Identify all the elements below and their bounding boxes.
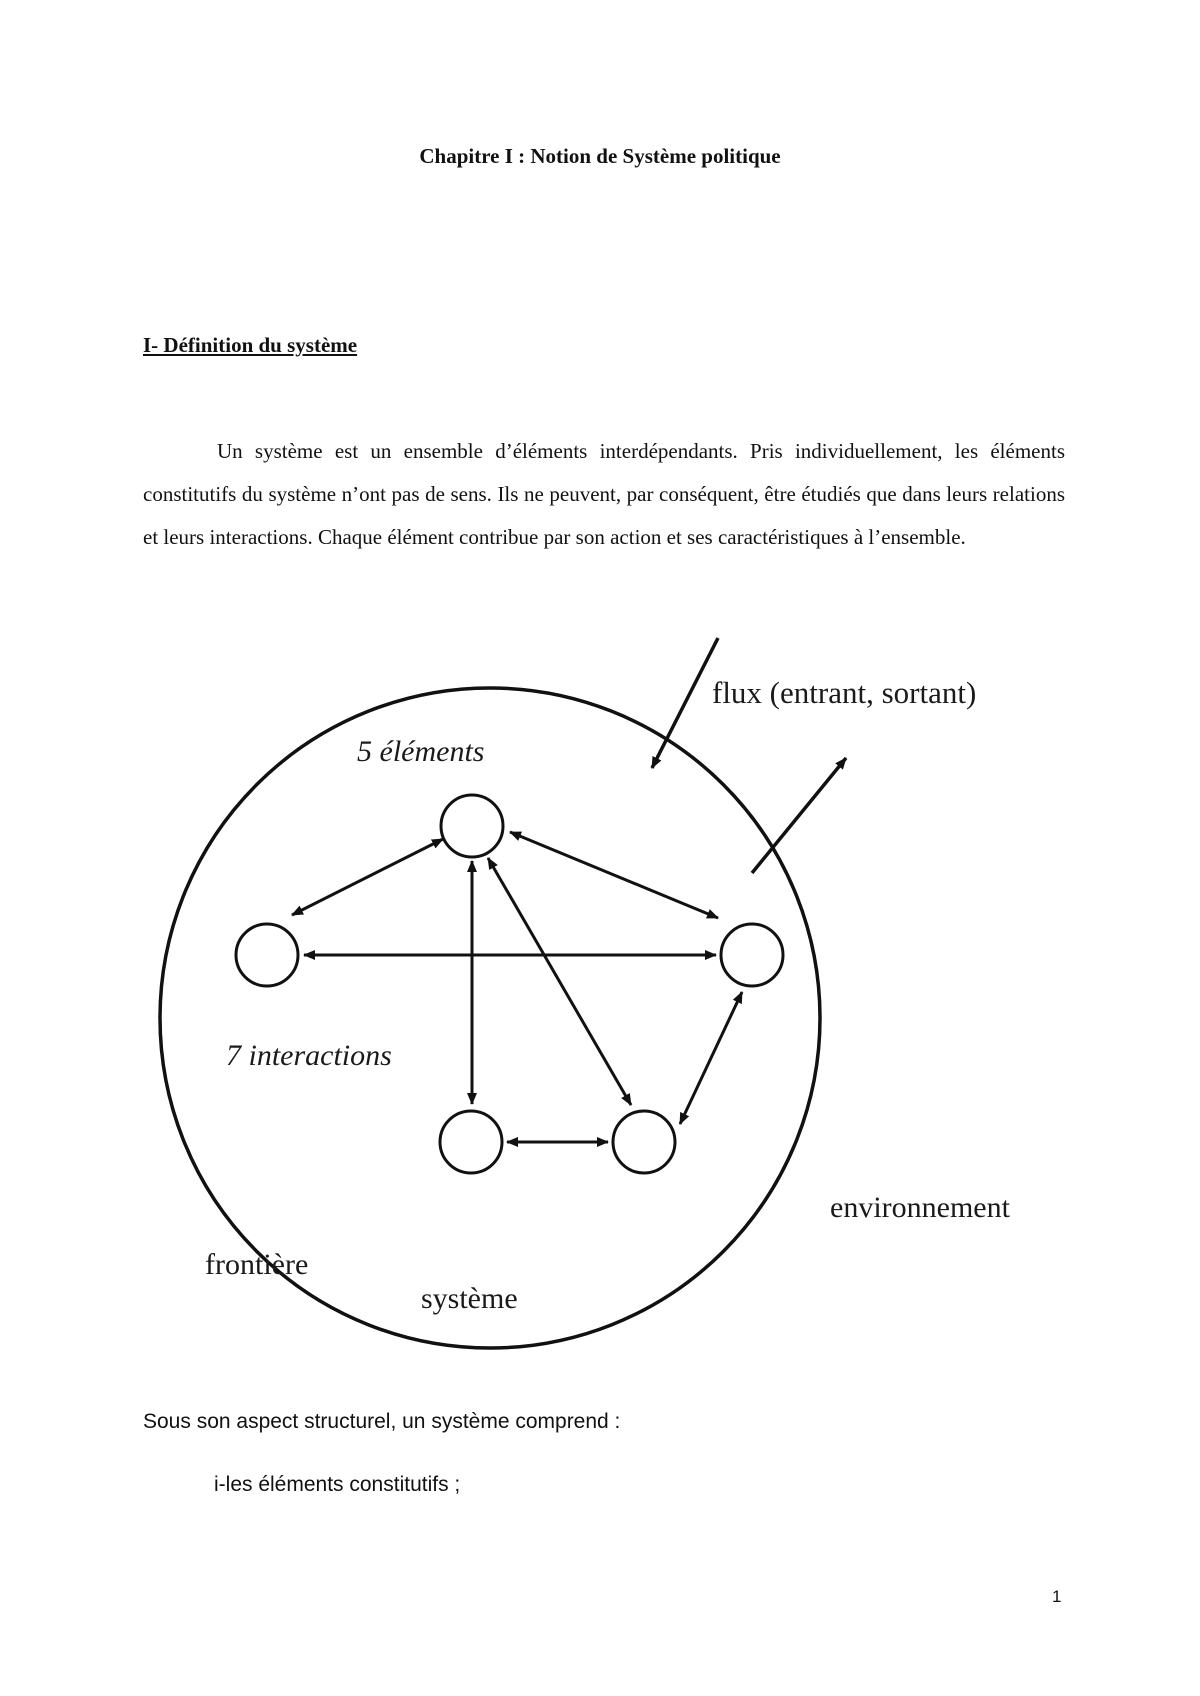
- interactions-count-label: 7 interactions: [226, 1039, 392, 1072]
- flux-label: flux (entrant, sortant): [712, 675, 977, 710]
- incoming-flux-arrow: [652, 638, 718, 768]
- definition-paragraph: Un système est un ensemble d’éléments interdépendants. Pris individuellement, les éléments constitutifs du système n’ont pas de sens. Ils ne peuvent, par conséquent, être étudiés que dans leurs relations et leurs interactions. Chaque élément contribue par son action et ses caractéristiques à l’ensemble.: [143, 439, 1065, 549]
- element-node: [236, 924, 298, 986]
- list-item: i-les éléments constitutifs ;: [214, 1473, 461, 1496]
- page-number: 1: [1052, 1587, 1062, 1606]
- environment-label: environnement: [830, 1191, 1010, 1224]
- interaction-arrow: [510, 832, 718, 918]
- interaction-arrow: [680, 992, 742, 1124]
- system-diagram: [0, 620, 1200, 1380]
- page-title: Chapitre I : Notion de Système politique: [419, 144, 781, 168]
- element-node: [613, 1111, 675, 1173]
- interaction-arrow: [488, 858, 631, 1105]
- section-heading: I- Définition du système: [143, 333, 358, 357]
- boundary-label: frontière: [205, 1248, 309, 1281]
- element-node: [721, 924, 783, 986]
- elements-count-label: 5 éléments: [357, 735, 485, 768]
- interaction-arrow: [292, 839, 443, 915]
- outgoing-flux-arrow: [752, 758, 846, 873]
- element-node: [440, 1111, 502, 1173]
- structure-intro: Sous son aspect structurel, un système comprend :: [143, 1410, 621, 1433]
- element-node: [441, 795, 503, 857]
- system-label: système: [421, 1282, 518, 1315]
